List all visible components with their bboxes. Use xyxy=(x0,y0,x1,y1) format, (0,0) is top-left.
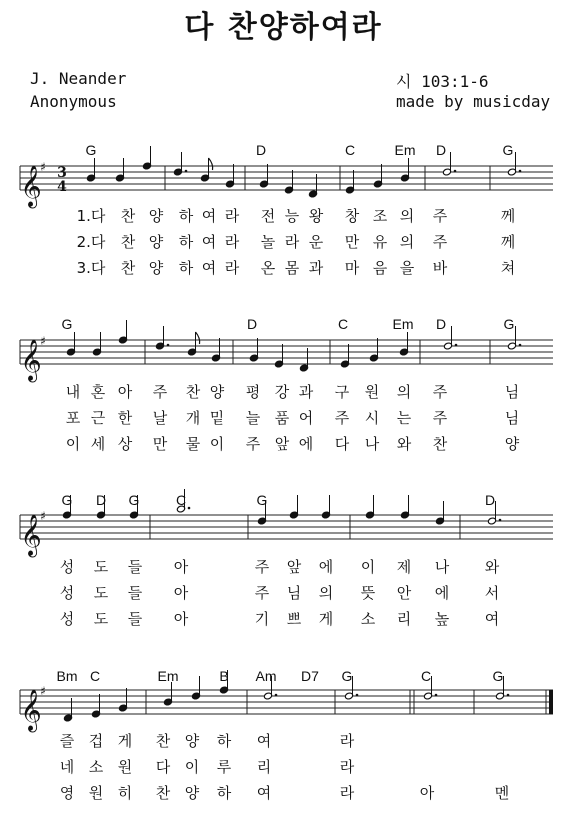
lyric-syllable: 루 xyxy=(216,758,232,776)
lyric-syllable: 과 xyxy=(298,383,314,401)
chord-symbol: C xyxy=(420,668,432,684)
lyric-syllable: 날 xyxy=(152,409,168,427)
eighth-flag xyxy=(209,158,213,170)
lyric-syllable: 영 xyxy=(59,784,75,802)
lyric-syllable: 온 xyxy=(260,259,276,277)
chord-symbol: B xyxy=(219,668,229,684)
lyric-syllable: 품 xyxy=(274,409,290,427)
sharp-icon: ♯ xyxy=(40,334,46,348)
lyric-syllable: 다 xyxy=(334,435,350,453)
lyric-syllable: 만 xyxy=(152,435,168,453)
lyric-syllable: 주 xyxy=(432,409,448,427)
chord-symbol: G xyxy=(503,316,515,332)
note-dot xyxy=(185,170,188,173)
lyric-syllable: 만 xyxy=(344,233,360,251)
note-dot xyxy=(519,344,522,347)
lyric-syllable: 에 xyxy=(434,584,450,602)
chord-symbol: Em xyxy=(157,668,179,684)
lyric-syllable: 구 xyxy=(334,383,350,401)
lyric-syllable: 시 xyxy=(364,409,380,427)
lyric-syllable: 찬 xyxy=(120,233,136,251)
lyric-syllable: 성 xyxy=(59,584,75,602)
lyric-syllable: 아 xyxy=(173,558,189,576)
lyric-syllable: 히 xyxy=(117,784,133,802)
chord-symbol: D xyxy=(435,142,447,158)
lyric-syllable: 도 xyxy=(93,610,109,628)
lyric-syllable: 멘 xyxy=(494,784,510,802)
lyric-syllable: 소 xyxy=(360,610,376,628)
chord-symbol: D7 xyxy=(301,668,319,684)
lyric-syllable: 찬 xyxy=(185,383,201,401)
arranger-credit: made by musicday xyxy=(396,92,551,111)
lyric-syllable: 유 xyxy=(372,233,388,251)
lyric-syllable: 주 xyxy=(254,584,270,602)
lyric-syllable: 님 xyxy=(286,584,302,602)
lyric-syllable: 라 xyxy=(339,784,355,802)
lyric-syllable: 라 xyxy=(284,233,300,251)
lyric-syllable: 성 xyxy=(59,610,75,628)
lyric-syllable: 와 xyxy=(396,435,412,453)
chord-symbol: Em xyxy=(392,316,414,332)
lyric-syllable: 전 xyxy=(260,207,276,225)
treble-clef-icon: 𝄞 xyxy=(20,690,42,731)
chord-symbol: G xyxy=(128,492,140,508)
lyric-syllable: 라 xyxy=(339,758,355,776)
lyric-syllable: 양 xyxy=(209,383,225,401)
lyric-syllable: 하 xyxy=(178,207,194,225)
lyric-syllable: 운 xyxy=(308,233,324,251)
lyric-syllable: 아 xyxy=(173,610,189,628)
lyric-syllable: 에 xyxy=(298,435,314,453)
lyric-syllable: 즐 xyxy=(59,732,75,750)
lyric-syllable: 의 xyxy=(399,207,415,225)
lyric-syllable: 찬 xyxy=(120,207,136,225)
lyric-syllable: 능 xyxy=(284,207,300,225)
chord-symbol: D xyxy=(484,492,496,508)
lyric-syllable: 게 xyxy=(318,610,334,628)
chord-symbol: G xyxy=(61,492,73,508)
sharp-icon: ♯ xyxy=(40,509,46,523)
lyric-syllable: 여 xyxy=(256,784,272,802)
lyric-syllable: 소 xyxy=(88,758,104,776)
treble-clef-icon: 𝄞 xyxy=(20,166,42,207)
lyric-syllable: 겁 xyxy=(88,732,104,750)
lyric-syllable: 아 xyxy=(419,784,435,802)
lyric-syllable: 조 xyxy=(372,207,388,225)
lyric-syllable: 성 xyxy=(59,558,75,576)
lyric-syllable: 3.다 xyxy=(76,259,106,277)
lyric-syllable: 의 xyxy=(318,584,334,602)
lyric-syllable: 물 xyxy=(185,435,201,453)
lyric-syllable: 여 xyxy=(201,259,217,277)
lyric-syllable: 놀 xyxy=(260,233,276,251)
lyric-syllable: 여 xyxy=(484,610,500,628)
lyric-syllable: 양 xyxy=(148,259,164,277)
lyric-syllable: 리 xyxy=(256,758,272,776)
chord-symbol: G xyxy=(85,142,97,158)
chord-symbol: D xyxy=(435,316,447,332)
lyric-syllable: 내 xyxy=(65,383,81,401)
note-dot xyxy=(167,344,170,347)
composer-credit: J. Neander xyxy=(30,69,127,88)
lyric-syllable: 께 xyxy=(500,207,516,225)
lyric-syllable: 창 xyxy=(344,207,360,225)
chord-symbol: D xyxy=(95,492,107,508)
chord-symbol: Em xyxy=(394,142,416,158)
lyric-syllable: 포 xyxy=(65,409,81,427)
lyric-syllable: 개 xyxy=(185,409,201,427)
lyric-syllable: 서 xyxy=(484,584,500,602)
lyric-syllable: 님 xyxy=(504,383,520,401)
chord-symbol: G xyxy=(492,668,504,684)
treble-clef-icon: 𝄞 xyxy=(20,515,42,556)
note-dot xyxy=(435,694,438,697)
lyric-syllable: 을 xyxy=(399,259,415,277)
lyric-syllable: 근 xyxy=(90,409,106,427)
scripture-reference: 시 103:1-6 xyxy=(396,72,489,91)
lyric-syllable: 들 xyxy=(127,558,143,576)
lyric-syllable: 상 xyxy=(117,435,133,453)
staff-system-4 xyxy=(20,668,553,802)
lyric-syllable: 찬 xyxy=(155,784,171,802)
lyric-syllable: 음 xyxy=(372,259,388,277)
lyric-syllable: 도 xyxy=(93,558,109,576)
chord-symbol: G xyxy=(61,316,73,332)
lyric-syllable: 라 xyxy=(224,207,240,225)
lyric-syllable: 다 xyxy=(155,758,171,776)
time-signature-top: 3 xyxy=(57,165,67,181)
lyric-syllable: 강 xyxy=(274,383,290,401)
lyric-syllable: 주 xyxy=(432,207,448,225)
lyric-syllable: 주 xyxy=(245,435,261,453)
lyric-syllable: 혼 xyxy=(90,383,106,401)
note-dot xyxy=(275,694,278,697)
lyric-syllable: 양 xyxy=(148,207,164,225)
lyric-syllable: 께 xyxy=(500,233,516,251)
lyric-syllable: 도 xyxy=(93,584,109,602)
chord-symbol: D xyxy=(255,142,267,158)
lyric-syllable: 제 xyxy=(396,558,412,576)
lyric-syllable: 쳐 xyxy=(500,259,516,277)
note-dot xyxy=(455,344,458,347)
lyric-syllable: 뜻 xyxy=(360,584,376,602)
lyric-syllable: 하 xyxy=(216,784,232,802)
chord-symbol: G xyxy=(341,668,353,684)
lyric-syllable: 이 xyxy=(209,435,225,453)
lyric-syllable: 들 xyxy=(127,610,143,628)
sharp-icon: ♯ xyxy=(40,684,46,698)
eighth-flag xyxy=(196,332,200,344)
lyric-syllable: 양 xyxy=(148,233,164,251)
lyric-syllable: 왕 xyxy=(308,207,324,225)
lyric-syllable: 나 xyxy=(364,435,380,453)
lyric-syllable: 라 xyxy=(224,233,240,251)
lyric-syllable: 어 xyxy=(298,409,314,427)
chord-symbol: G xyxy=(256,492,268,508)
lyric-syllable: 이 xyxy=(65,435,81,453)
staff-system-1 xyxy=(20,142,553,277)
song-title: 다 찬양하여라 xyxy=(184,10,383,45)
lyric-syllable: 하 xyxy=(216,732,232,750)
lyric-syllable: 밑 xyxy=(209,409,225,427)
lyric-syllable: 양 xyxy=(184,732,200,750)
lyric-syllable: 원 xyxy=(364,383,380,401)
lyric-syllable: 쁘 xyxy=(286,610,302,628)
lyric-syllable: 찬 xyxy=(155,732,171,750)
chord-symbol: G xyxy=(502,142,514,158)
lyric-syllable: 게 xyxy=(117,732,133,750)
chord-symbol: Bm xyxy=(56,668,78,684)
final-bar-thick xyxy=(549,690,553,714)
lyric-syllable: 아 xyxy=(173,584,189,602)
lyric-syllable: 나 xyxy=(434,558,450,576)
lyric-syllable: 주 xyxy=(432,383,448,401)
lyricist-credit: Anonymous xyxy=(30,92,117,111)
lyric-syllable: 여 xyxy=(201,233,217,251)
lyric-syllable: 네 xyxy=(59,758,75,776)
lyric-syllable: 늘 xyxy=(245,409,261,427)
chord-symbol: C xyxy=(175,492,187,508)
staff-system-3 xyxy=(20,489,553,628)
lyric-syllable: 양 xyxy=(184,784,200,802)
lyric-syllable: 평 xyxy=(245,383,261,401)
chord-symbol: C xyxy=(344,142,356,158)
lyric-syllable: 앞 xyxy=(274,435,290,453)
lyric-syllable: 한 xyxy=(117,409,133,427)
lyric-syllable: 리 xyxy=(396,610,412,628)
lyric-syllable: 기 xyxy=(254,610,270,628)
lyric-syllable: 주 xyxy=(432,233,448,251)
chord-symbol: D xyxy=(246,316,258,332)
time-signature-bottom: 4 xyxy=(57,179,67,195)
lyric-syllable: 2.다 xyxy=(76,233,106,251)
lyric-syllable: 원 xyxy=(117,758,133,776)
lyric-syllable: 세 xyxy=(90,435,106,453)
lyric-syllable: 에 xyxy=(318,558,334,576)
note-dot xyxy=(356,694,359,697)
note-dot xyxy=(188,507,191,510)
lyric-syllable: 아 xyxy=(117,383,133,401)
lyric-syllable: 라 xyxy=(339,732,355,750)
lyric-syllable: 앞 xyxy=(286,558,302,576)
lyric-syllable: 하 xyxy=(178,259,194,277)
chord-symbol: C xyxy=(89,668,101,684)
lyric-syllable: 찬 xyxy=(120,259,136,277)
lyric-syllable: 여 xyxy=(201,207,217,225)
lyric-syllable: 는 xyxy=(396,409,412,427)
chord-symbol: Am xyxy=(255,668,277,684)
lyric-syllable: 이 xyxy=(184,758,200,776)
lyric-syllable: 원 xyxy=(88,784,104,802)
lyric-syllable: 이 xyxy=(360,558,376,576)
lyric-syllable: 의 xyxy=(396,383,412,401)
chord-symbol: C xyxy=(337,316,349,332)
note-dot xyxy=(499,519,502,522)
lyric-syllable: 바 xyxy=(432,259,448,277)
lyric-syllable: 라 xyxy=(224,259,240,277)
lyric-syllable: 과 xyxy=(308,259,324,277)
lyric-syllable: 찬 xyxy=(432,435,448,453)
treble-clef-icon: 𝄞 xyxy=(20,340,42,381)
lyric-syllable: 님 xyxy=(504,409,520,427)
lyric-syllable: 마 xyxy=(344,259,360,277)
lyric-syllable: 의 xyxy=(399,233,415,251)
lyric-syllable: 들 xyxy=(127,584,143,602)
lyric-syllable: 몸 xyxy=(284,259,300,277)
note-dot xyxy=(454,170,457,173)
lyric-syllable: 하 xyxy=(178,233,194,251)
staff-system-2 xyxy=(20,316,553,453)
note-dot xyxy=(519,170,522,173)
note-dot xyxy=(507,694,510,697)
lyric-syllable: 안 xyxy=(396,584,412,602)
lyric-syllable: 높 xyxy=(434,610,450,628)
lyric-syllable: 주 xyxy=(254,558,270,576)
lyric-syllable: 와 xyxy=(484,558,500,576)
lyric-syllable: 주 xyxy=(152,383,168,401)
lyric-syllable: 주 xyxy=(334,409,350,427)
sharp-icon: ♯ xyxy=(40,160,46,174)
lyric-syllable: 여 xyxy=(256,732,272,750)
lyric-syllable: 1.다 xyxy=(76,207,106,225)
lyric-syllable: 양 xyxy=(504,435,520,453)
